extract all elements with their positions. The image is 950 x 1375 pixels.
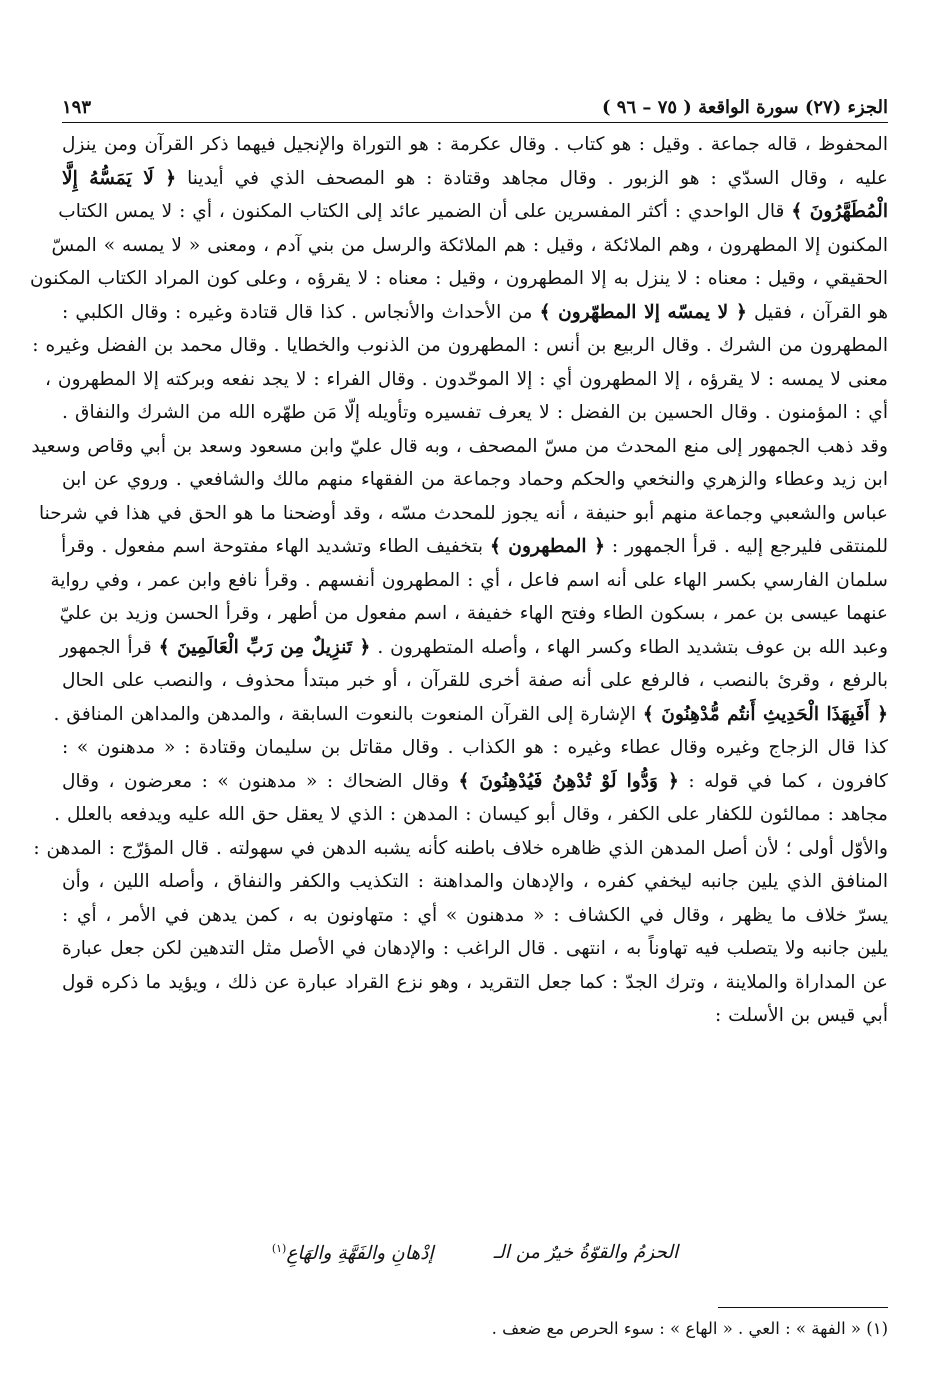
line-text: والأوّل أولى ؛ لأن أصل المدهن الذي ظاهره خلاف باطنه كأنه يشبه الدهن في سهولته . قال المؤرّج : المدهن : xyxy=(33,837,888,859)
line-text: بالرفع ، وقرئ بالنصب ، فالرفع على أنه صفة أخرى للقرآن ، أو خبر مبتدأ محذوف ، والنصب على الحال xyxy=(62,670,888,691)
line-text: سلمان الفارسي بكسر الهاء على أنه اسم فاعل ، أي : المطهرون أنفسهم . وقرأ نافع وابن عمر ، وفي رواية xyxy=(50,569,888,591)
quran-quote: ﴿ تَنزِيلٌ مِن رَبِّ الْعَالَمِينَ ﴾ xyxy=(158,636,371,658)
text-line xyxy=(62,731,888,765)
line-text: وقد ذهب الجمهور إلى منع المحدث من مسّ المصحف ، وبه قال عليّ وابن مسعود وسعد بن أبي وقاص وسعيد xyxy=(31,435,888,457)
line-text: أبي قيس بن الأسلت : xyxy=(714,1005,888,1026)
line-text: قال الواحدي : أكثر المفسرين على أن الضمير عائد إلى الكتاب المكنون ، أي : لا يمس الكتاب xyxy=(58,201,792,222)
text-line xyxy=(62,530,888,564)
page-number: ١٩٣ xyxy=(62,97,92,118)
line-text: المكنون إلا المطهرون ، وهم الملائكة ، وقيل : هم الملائكة والرسل من بني آدم ، ومعنى « لا يمسه » المسّ xyxy=(51,234,888,256)
line-text: الحقيقي ، وقيل : معناه : لا ينزل به إلا المطهرون ، وقيل : معناه : لا يقرؤه ، وعلى كون المراد الكتاب المكنون xyxy=(29,268,888,289)
verse-second-hemistich: إدْهانِ والفَهَّةِ والهَاعِ$^{(١)}$ xyxy=(271,1242,434,1265)
text-line xyxy=(62,128,888,162)
text-line xyxy=(31,430,888,464)
text-line xyxy=(38,497,888,531)
text-line xyxy=(51,229,888,263)
text-line xyxy=(62,296,888,330)
line-text: المنافق الذي يلين جانبه ليخفي كفره ، والإدهان والمداهنة : التكذيب والكفر والنفاق ، وأصله اللين ، وأن xyxy=(62,871,888,892)
line-text: كافرون ، كما في قوله : xyxy=(678,770,888,792)
line-text: بتخفيف الطاء وتشديد الهاء مفتوحة اسم مفعول . وقرأ xyxy=(61,536,490,557)
verse-first-hemistich: الحزمُ والقوّةُ خيرٌ من الـ xyxy=(493,1242,679,1263)
line-text: عباس والشعبي وجماعة منهم أبو حنيفة ، أنه يجوز للمحدث مسّه ، وقد أوضحنا ما هو الحق في هذا في شرحنا xyxy=(38,502,888,524)
line-text: عن المداراة والملاينة ، وترك الجدّ : كما جعل التقريد ، وهو نزع القراد عبارة عن ذلك ، ويؤيد ما ذكره قول xyxy=(62,971,888,993)
text-line xyxy=(59,597,888,631)
text-line xyxy=(62,396,888,430)
line-text: عنهما عيسى بن عمر ، بسكون الطاء وفتح الهاء خفيفة ، اسم مفعول من أطهر ، وقرأ الحسن وزيد بن عليّ xyxy=(59,603,888,624)
line-text: وعبد الله بن عوف بتشديد الطاء وكسر الهاء ، وأصله المتطهرون . xyxy=(370,636,888,658)
quran-quote: ﴿ لَا يَمَسُّهُ إِلَّا xyxy=(62,167,177,189)
quran-quote: ﴿ أَفَبِهَذَا الْحَدِيثِ أَنتُم مُّدْهِنُونَ ﴾ xyxy=(642,703,888,725)
line-text: يلين جانبه ولا يتصلب فيه تهاوناً به ، انتهى . قال الراغب : والإدهان في الأصل مثل التدهين لكن جعل عبارة xyxy=(62,938,888,959)
text-line xyxy=(62,999,888,1033)
text-line xyxy=(62,463,888,497)
text-line xyxy=(54,798,888,832)
line-text: الإشارة إلى القرآن المنعوت بالنعوت السابقة ، والمدهن والمداهن المنافق . xyxy=(53,703,643,725)
text-line xyxy=(62,966,888,1000)
text-line xyxy=(59,631,888,665)
line-text: من الأحداث والأنجاس . كذا قال قتادة وغيره : وقال الكلبي : xyxy=(62,301,540,323)
text-line xyxy=(62,865,888,899)
line-text: يسرّ خلاف ما يظهر ، وقال في الكشاف : « مدهنون » أي : متهاونون به ، كمن يدهن في الأمر ، أي : xyxy=(62,904,888,926)
running-header xyxy=(62,84,888,118)
text-line xyxy=(33,832,888,866)
text-line xyxy=(62,162,888,196)
text-line xyxy=(58,195,888,229)
line-text: قرأ الجمهور xyxy=(59,636,159,658)
line-text: وقال الضحاك : « مدهنون » : معرضون ، وقال xyxy=(62,770,459,792)
line-text: للمنتقى فليرجع إليه . قرأ الجمهور : xyxy=(604,536,888,557)
line-text: المطهرون من الشرك . وقال الربيع بن أنس : المطهرون من الذنوب والخطايا . وقال محمد بن الفضل وغيره : xyxy=(32,335,888,356)
text-line xyxy=(45,363,888,397)
line-text: هو القرآن ، فقيل xyxy=(746,301,888,323)
quran-quote: ﴿ المطهرون ﴾ xyxy=(489,536,605,557)
book-page xyxy=(29,84,888,1338)
line-text: أي : المؤمنون . وقال الحسين بن الفضل : لا يعرف تفسيره وتأويله إلّا مَن طهّره الله من الشرك والنفاق . xyxy=(62,402,888,423)
line-text: المحفوظ ، قاله جماعة . وقيل : هو كتاب . وقال عكرمة : هو التوراة والإنجيل فيهما ذكر القرآن ومن ينزل xyxy=(62,134,888,155)
text-line xyxy=(53,698,888,732)
line-text: مجاهد : ممالئون للكفار على الكفر ، وقال أبو كيسان : المدهن : الذي لا يعقل حق الله عليه ويدفعه بالعلل . xyxy=(54,804,888,825)
footnote-marker: (١) xyxy=(271,1242,287,1255)
text-line xyxy=(29,262,888,296)
tafsir-body-text xyxy=(29,128,888,1033)
text-line xyxy=(62,899,888,933)
quran-quote: ﴿ وَدُّوا لَوْ تُدْهِنُ فَيُدْهِنُونَ ﴾ xyxy=(458,770,679,792)
text-line xyxy=(32,329,888,363)
line-text: ابن زيد وعطاء والزهري والنخعي والحكم وحماد وجماعة من الفقهاء منهم مالك والشافعي . وروي عن ابن xyxy=(62,469,888,490)
quran-quote: الْمُطَهَّرُونَ ﴾ xyxy=(791,201,888,222)
line-text: معنى لا يمسه : لا يقرؤه ، إلا المطهرون أي : إلا الموحّدون . وقال الفراء : لا يجد نفعه وبركته إلا المطهرون ، xyxy=(45,368,888,390)
text-line xyxy=(50,564,888,598)
header-divider xyxy=(62,122,888,123)
line-text: كذا قال الزجاج وغيره وقال عطاء وغيره : هو الكذاب . وقال مقاتل بن سليمان وقتادة : « مدهنون » : xyxy=(62,737,888,758)
footnote: (١) « الفهة » : العي . « الهاع » : سوء الحرص مع ضعف . xyxy=(491,1319,888,1338)
line-text: عليه ، وقال السدّي : هو الزبور . وقال مجاهد وقتادة : هو المصحف الذي في أيدينا xyxy=(176,167,888,189)
chapter-title: الجزء (٢٧) سورة الواقعة ( ٧٥ – ٩٦ ) xyxy=(602,97,888,118)
text-line xyxy=(62,664,888,698)
poetry-verse xyxy=(62,1242,888,1264)
footnote-divider xyxy=(718,1307,888,1308)
quran-quote: ﴿ لا يمسّه إلا المطهّرون ﴾ xyxy=(539,301,747,323)
text-line xyxy=(62,765,888,799)
text-line xyxy=(62,932,888,966)
